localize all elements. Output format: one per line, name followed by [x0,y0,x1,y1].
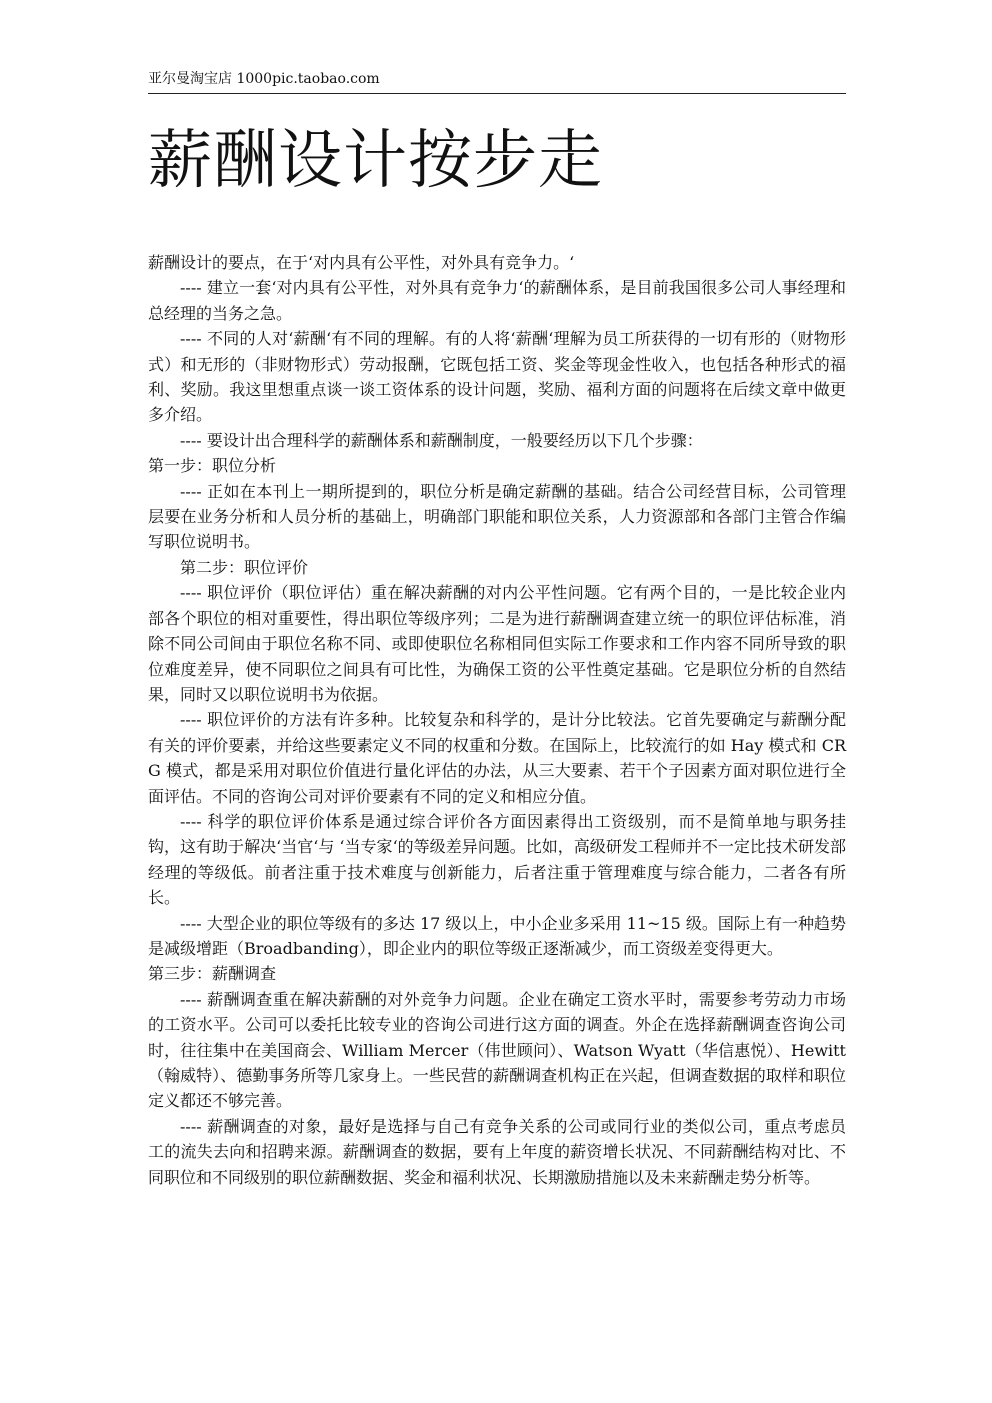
paragraph: ---- 薪酬调查的对象，最好是选择与自己有竞争关系的公司或同行业的类似公司，重点考虑员工的流失去向和招聘来源。薪酬调查的数据，要有上年度的薪资增长状况、不同薪酬结构对比、不同职位和不同级别的职位薪酬数据、奖金和福利状况、长期激励措施以及未来薪酬走势分析等。 [148,1116,846,1187]
paragraph: ---- 科学的职位评价体系是通过综合评价各方面因素得出工资级别，而不是简单地与职务挂钩，这有助于解决‘当官‘与 ‘当专家‘的等级差异问题。比如，高级研发工程师并不一定比技术研发部经理的等级低。前者注重于技术难度与创新能力，后者注重于管理难度与综合能力，二者各有所长。 [148,811,846,908]
paragraph: ---- 薪酬调查重在解决薪酬的对外竞争力问题。企业在确定工资水平时，需要参考劳动力市场的工资水平。公司可以委托比较专业的咨询公司进行这方面的调查。外企在选择薪酬调查咨询公司时，往往集中在美国商会、William Mercer（伟世顾问）、Watson Wyatt（华信惠悦）、Hewitt（翰威特）、德勤事务所等几家身上。一些民营的薪酬调查机构正在兴起，但调查数据的取样和职位定义都还不够完善。 [148,989,846,1111]
section-heading: 第一步：职位分析 [148,456,277,476]
page-header [148,70,846,94]
paragraph: ---- 建立一套‘对内具有公平性，对外具有竞争力‘的薪酬体系，是目前我国很多公司人事经理和总经理的当务之急。 [148,278,846,323]
paragraph: ---- 不同的人对‘薪酬‘有不同的理解。有的人将‘薪酬‘理解为员工所获得的一切有形的（财物形式）和无形的（非财物形式）劳动报酬，它既包括工资、奖金等现金性收入，也包括各种形式的福利、奖励。我这里想重点谈一谈工资体系的设计问题，奖励、福利方面的问题将在后续文章中做更多介绍。 [148,329,846,425]
paragraph: ---- 职位评价（职位评估）重在解决薪酬的对内公平性问题。它有两个目的，一是比较企业内部各个职位的相对重要性，得出职位等级序列；二是为进行薪酬调查建立统一的职位评估标准，消除不同公司间由于职位名称不同、或即使职位名称相同但实际工作要求和工作内容不同所导致的职位难度差异，使不同职位之间具有可比性，为确保工资的公平性奠定基础。它是职位分析的自然结果，同时又以职位说明书为依据。 [148,583,846,704]
paragraph: ---- 职位评价的方法有许多种。比较复杂和科学的，是计分比较法。它首先要确定与薪酬分配有关的评价要素，并给这些要素定义不同的权重和分数。在国际上，比较流行的如 Hay 模式和 CRG 模式，都是采用对职位价值进行量化评估的办法，从三大要素、若干个子因素方面对职位进行全面评估。不同的咨询公司对评价要素有不同的定义和相应分值。 [148,710,846,806]
document-body [148,250,846,1190]
section-heading: 第二步：职位评价 [180,557,309,577]
header-text: 亚尔曼淘宝店 1000pic.taobao.com [148,71,380,87]
paragraph: ---- 大型企业的职位等级有的多达 17 级以上，中小企业多采用 11~15 级。国际上有一种趋势是减级增距（Broadbanding），即企业内的职位等级正逐渐减少，而工资级差变得更大。 [148,913,846,958]
paragraph: ---- 正如在本刊上一期所提到的，职位分析是确定薪酬的基础。结合公司经营目标，公司管理层要在业务分析和人员分析的基础上，明确部门职能和职位关系，人力资源部和各部门主管合作编写职位说明书。 [148,481,846,552]
paragraph: 薪酬设计的要点，在于‘对内具有公平性，对外具有竞争力。‘ [148,253,575,272]
section-heading: 第三步：薪酬调查 [148,964,277,984]
document-title: 薪酬设计按步走 [148,124,603,198]
paragraph: ---- 要设计出合理科学的薪酬体系和薪酬制度，一般要经历以下几个步骤： [180,430,703,450]
